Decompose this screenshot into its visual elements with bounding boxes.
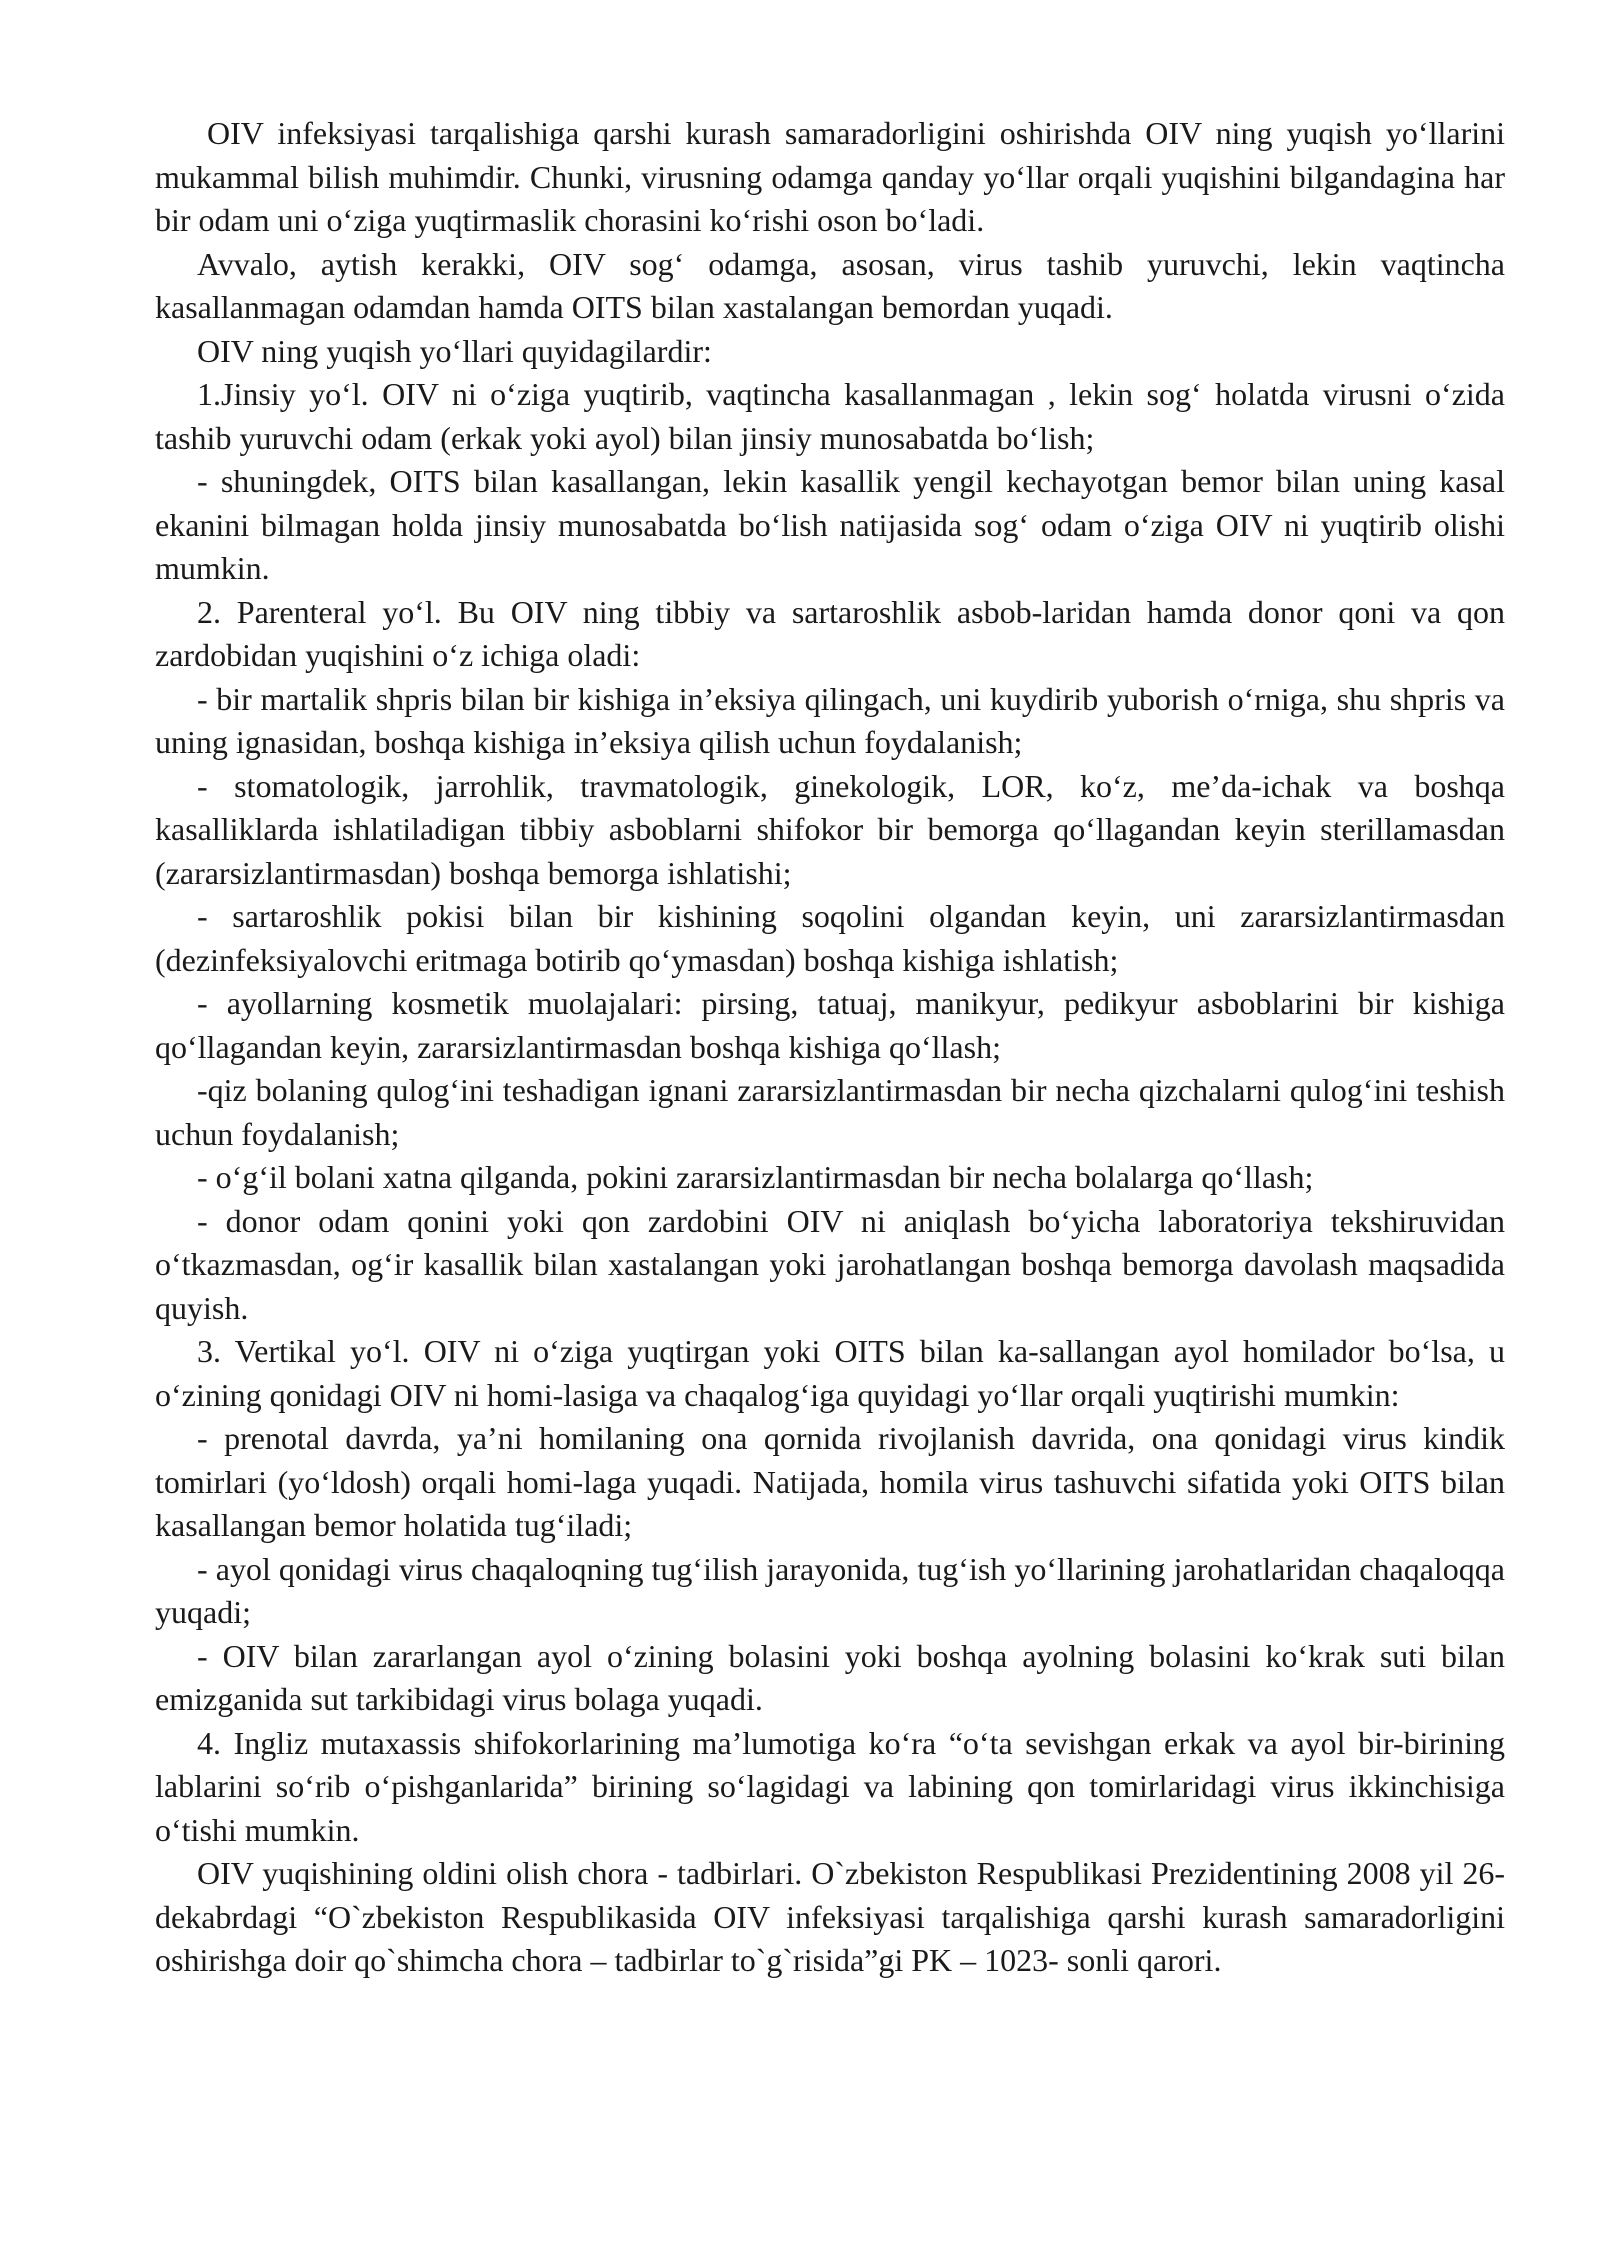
paragraph-sexual-route: 1.Jinsiy yo‘l. OIV ni o‘ziga yuqtirib, vaqtincha kasallanmagan , lekin sog‘ holatda virusni o‘zida tashib yuruvchi odam (erkak yoki ayol) bilan jinsiy munosabatda bo‘lish; xyxy=(155,376,1505,456)
paragraph-kissing-route: 4. Ingliz mutaxassis shifokorlarining ma’lumotiga ko‘ra “o‘ta sevishgan erkak va ayol bir-birining lablarini so‘rib o‘pishganlarida” birining so‘lagidagi va labining qon tomirlaridagi virus ikkinchisiga o‘tishi mumkin. xyxy=(155,1724,1505,1848)
paragraph-parenteral-route: 2. Parenteral yo‘l. Bu OIV ning tibbiy va sartaroshlik asbob-laridan hamda donor qoni va qon zardobidan yuqishini o‘z ichiga oladi: xyxy=(155,593,1505,673)
list-item-breastfeeding: - OIV bilan zararlangan ayol o‘zining bolasini yoki boshqa ayolning bolasini ko‘krak suti bilan emizganida sut tarkibidagi virus bolaga yuqadi. xyxy=(155,1637,1505,1717)
paragraph-transmission-sources: Avvalo, aytish kerakki, OIV sog‘ odamga, asosan, virus tashib yuruvchi, lekin vaqtincha kasallanmagan odamdan hamda OITS bilan xastalangan bemordan yuqadi. xyxy=(155,245,1505,325)
document-body xyxy=(155,112,1505,1983)
list-item-syringe: - bir martalik shpris bilan bir kishiga in’eksiya qilingach, uni kuydirib yuborish o‘rniga, shu shpris va uning ignasidan, boshqa kishiga in’eksiya qilish uchun foydalanish; xyxy=(155,680,1505,760)
paragraph-routes-heading: OIV ning yuqish yo‘llari quyidagilardir: xyxy=(197,332,712,369)
list-item-circumcision: - o‘g‘il bolani xatna qilganda, pokini zararsizlantirmasdan bir necha bolalarga qo‘llash; xyxy=(197,1159,1314,1195)
list-item-childbirth: - ayol qonidagi virus chaqaloqning tug‘ilish jarayonida, tug‘ish yo‘llarining jarohatlaridan chaqaloqqa yuqadi; xyxy=(155,1550,1505,1630)
list-item-medical-instruments: - stomatologik, jarrohlik, travmatologik, ginekologik, LOR, ko‘z, me’da-ichak va boshqa kasalliklarda ishlatiladigan tibbiy asboblarni shifokor bir bemorga qo‘llagandan keyin sterillamasdan (zararsizlantirmasdan) boshqa bemorga ishlatishi; xyxy=(155,767,1505,891)
paragraph-vertical-route: 3. Vertikal yo‘l. OIV ni o‘ziga yuqtirgan yoki OITS bilan ka-sallangan ayol homilador bo‘lsa, u o‘zining qonidagi OIV ni homi-lasiga va chaqalog‘iga quyidagi yo‘llar orqali yuqtirishi mumkin: xyxy=(155,1333,1505,1413)
list-item-ear-piercing: -qiz bolaning qulog‘ini teshadigan ignani zararsizlantirmasdan bir necha qizchalarni qulog‘ini teshish uchun foydalanish; xyxy=(155,1072,1505,1152)
paragraph-intro: OIV infeksiyasi tarqalishiga qarshi kurash samaradorligini oshirishda OIV ning yuqish yo‘llarini mukammal bilish muhimdir. Chunki, virusning odamga qanday yo‘llar orqali yuqishini bilgandagina har bir odam uni o‘ziga yuqtirmaslik chorasini ko‘rishi oson bo‘ladi. xyxy=(155,115,1505,238)
list-item-prenatal: - prenotal davrda, ya’ni homilaning ona qornida rivojlanish davrida, ona qonidagi virus kindik tomirlari (yo‘ldosh) orqali homi-laga yuqadi. Natijada, homila virus tashuvchi sifatida yoki OITS bilan kasallangan bemor holatida tug‘iladi; xyxy=(155,1420,1505,1543)
list-item-sexual-route: - shuningdek, OITS bilan kasallangan, lekin kasallik yengil kechayotgan bemor bilan uning kasal ekanini bilmagan holda jinsiy munosabatda bo‘lish natijasida sog‘ odam o‘ziga OIV ni yuqtirib olishi mumkin. xyxy=(155,463,1505,586)
list-item-barber-razor: - sartaroshlik pokisi bilan bir kishining soqolini olgandan keyin, uni zararsizlantirmasdan (dezinfeksiyalovchi eritmaga botirib qo‘ymasdan) boshqa kishiga ishlatish; xyxy=(155,898,1505,978)
paragraph-prevention-decree: OIV yuqishining oldini olish chora - tadbirlari. O`zbekiston Respublikasi Prezidentining 2008 yil 26-dekabrdagi “O`zbekiston Respublikasida OIV infeksiyasi tarqalishiga qarshi kurash samaradorligini oshirishga doir qo`shimcha chora – tadbirlar to`g`risida”gi PK – 1023- sonli qarori. xyxy=(155,1855,1505,1978)
list-item-cosmetic-procedures: - ayollarning kosmetik muolajalari: pirsing, tatuaj, manikyur, pedikyur asboblarini bir kishiga qo‘llagandan keyin, zararsizlantirmasdan boshqa kishiga qo‘llash; xyxy=(155,985,1505,1065)
list-item-donor-blood: - donor odam qonini yoki qon zardobini OIV ni aniqlash bo‘yicha laboratoriya tekshiruvidan o‘tkazmasdan, og‘ir kasallik bilan xastalangan yoki jarohatlangan boshqa bemorga davolash maqsadida quyish. xyxy=(155,1202,1505,1326)
